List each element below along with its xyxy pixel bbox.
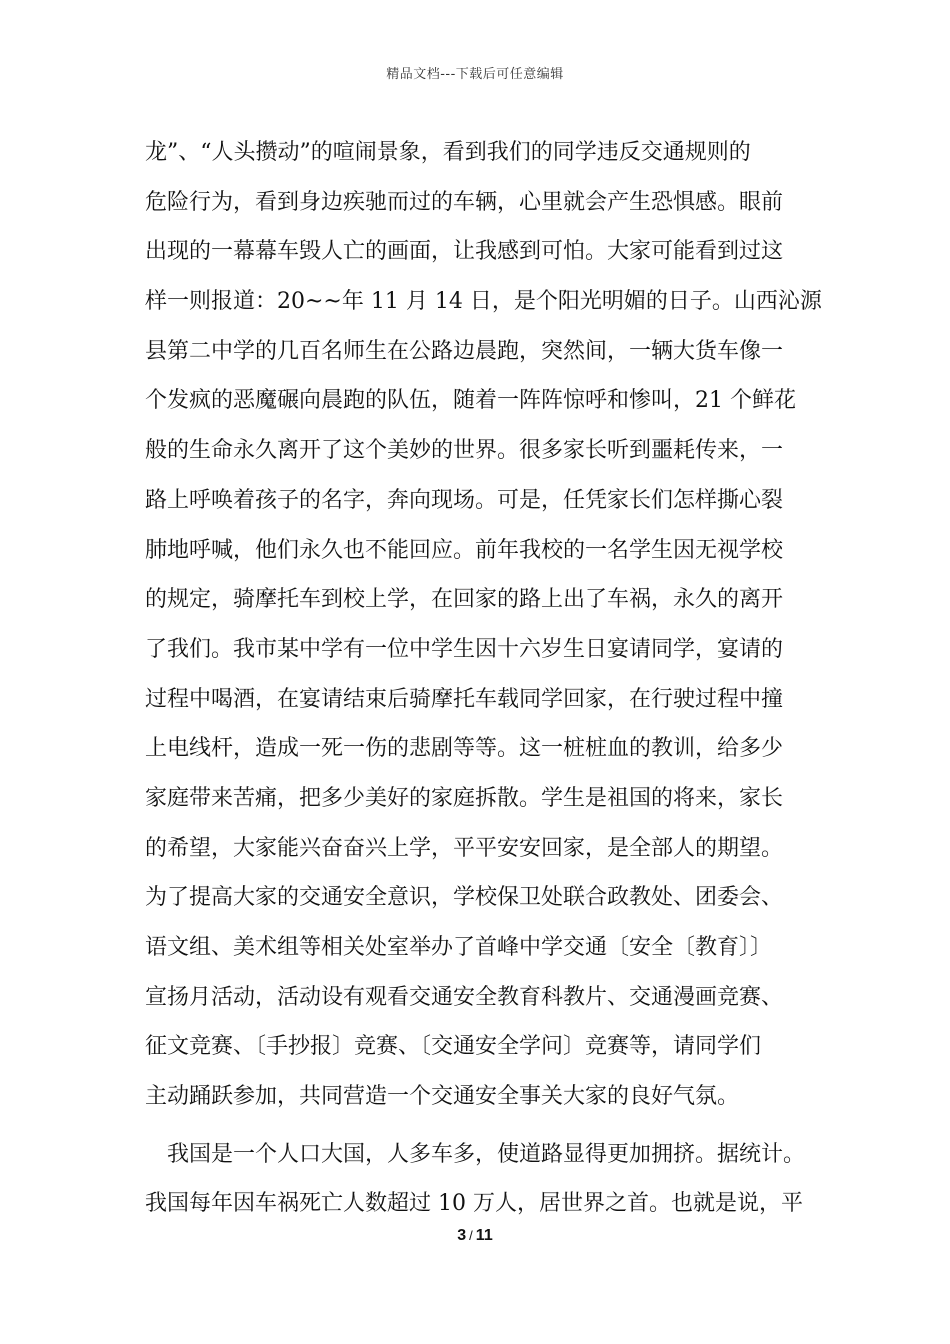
page-header: 精品文档---下载后可任意编辑 xyxy=(386,67,564,82)
text-line: 我国是一个人口大国，人多车多，使道路显得更加拥挤。据统计。 xyxy=(167,1141,806,1167)
text-line: 出现的一幕幕车毁人亡的画面，让我感到可怕。大家可能看到过这 xyxy=(145,239,784,265)
text-line: 县第二中学的几百名师生在公路边晨跑，突然间，一辆大货车像一 xyxy=(145,338,784,364)
text-line: 的希望，大家能兴奋奋兴上学，平平安安回家，是全部人的期望。 xyxy=(145,835,784,861)
page-separator: / xyxy=(469,1228,473,1243)
document-body xyxy=(145,128,822,1229)
text-line: 个发疯的恶魔碾向晨跑的队伍，随着一阵阵惊呼和惨叫，21 个鲜花 xyxy=(145,388,796,414)
text-line: 路上呼唤着孩子的名字，奔向现场。可是，任凭家长们怎样撕心裂 xyxy=(145,487,784,513)
text-line: 征文竞赛、〔手抄报〕竞赛、〔交通安全学问〕竞赛等，请同学们 xyxy=(145,1034,762,1060)
current-page: 3 xyxy=(457,1227,467,1244)
paragraph-2 xyxy=(145,1130,810,1229)
page-number xyxy=(0,1227,950,1245)
text-line: 为了提高大家的交通安全意识，学校保卫处联合政教处、团委会、 xyxy=(145,885,784,911)
text-line: 了我们。我市某中学有一位中学生因十六岁生日宴请同学，宴请的 xyxy=(145,636,784,662)
text-line: 家庭带来苦痛，把多少美好的家庭拆散。学生是祖国的将来，家长 xyxy=(145,785,784,811)
text-line: 肺地呼喊，他们永久也不能回应。前年我校的一名学生因无视学校 xyxy=(145,537,784,563)
text-line: 样一则报道：20~~年 11 月 14 日，是个阳光明媚的日子。山西沁源 xyxy=(145,289,822,315)
paragraph-1 xyxy=(145,128,822,1122)
paragraph-spacer xyxy=(145,1122,810,1130)
text-line: 危险行为，看到身边疾驰而过的车辆，心里就会产生恐惧感。眼前 xyxy=(145,189,784,215)
text-line: 般的生命永久离开了这个美妙的世界。很多家长听到噩耗传来，一 xyxy=(145,438,784,464)
text-line: 我国每年因车祸死亡人数超过 10 万人，居世界之首。也就是说，平 xyxy=(145,1191,803,1217)
text-line: 主动踊跃参加，共同营造一个交通安全事关大家的良好气氛。 xyxy=(145,1084,740,1110)
total-pages: 11 xyxy=(475,1227,493,1244)
text-line: 语文组、美术组等相关处室举办了首峰中学交通〔安全〔教育〕〕 xyxy=(145,935,773,960)
text-line: 上电线杆，造成一死一伤的悲剧等等。这一桩桩血的教训，给多少 xyxy=(145,736,784,762)
text-line: 宣扬月活动，活动设有观看交通安全教育科教片、交通漫画竞赛、 xyxy=(145,984,784,1010)
text-line: 龙”、“人头攒动”的喧闹景象，看到我们的同学违反交通规则的 xyxy=(145,140,751,165)
text-line: 过程中喝酒，在宴请结束后骑摩托车载同学回家，在行驶过程中撞 xyxy=(145,686,784,712)
text-line: 的规定，骑摩托车到校上学，在回家的路上出了车祸，永久的离开 xyxy=(145,587,784,613)
